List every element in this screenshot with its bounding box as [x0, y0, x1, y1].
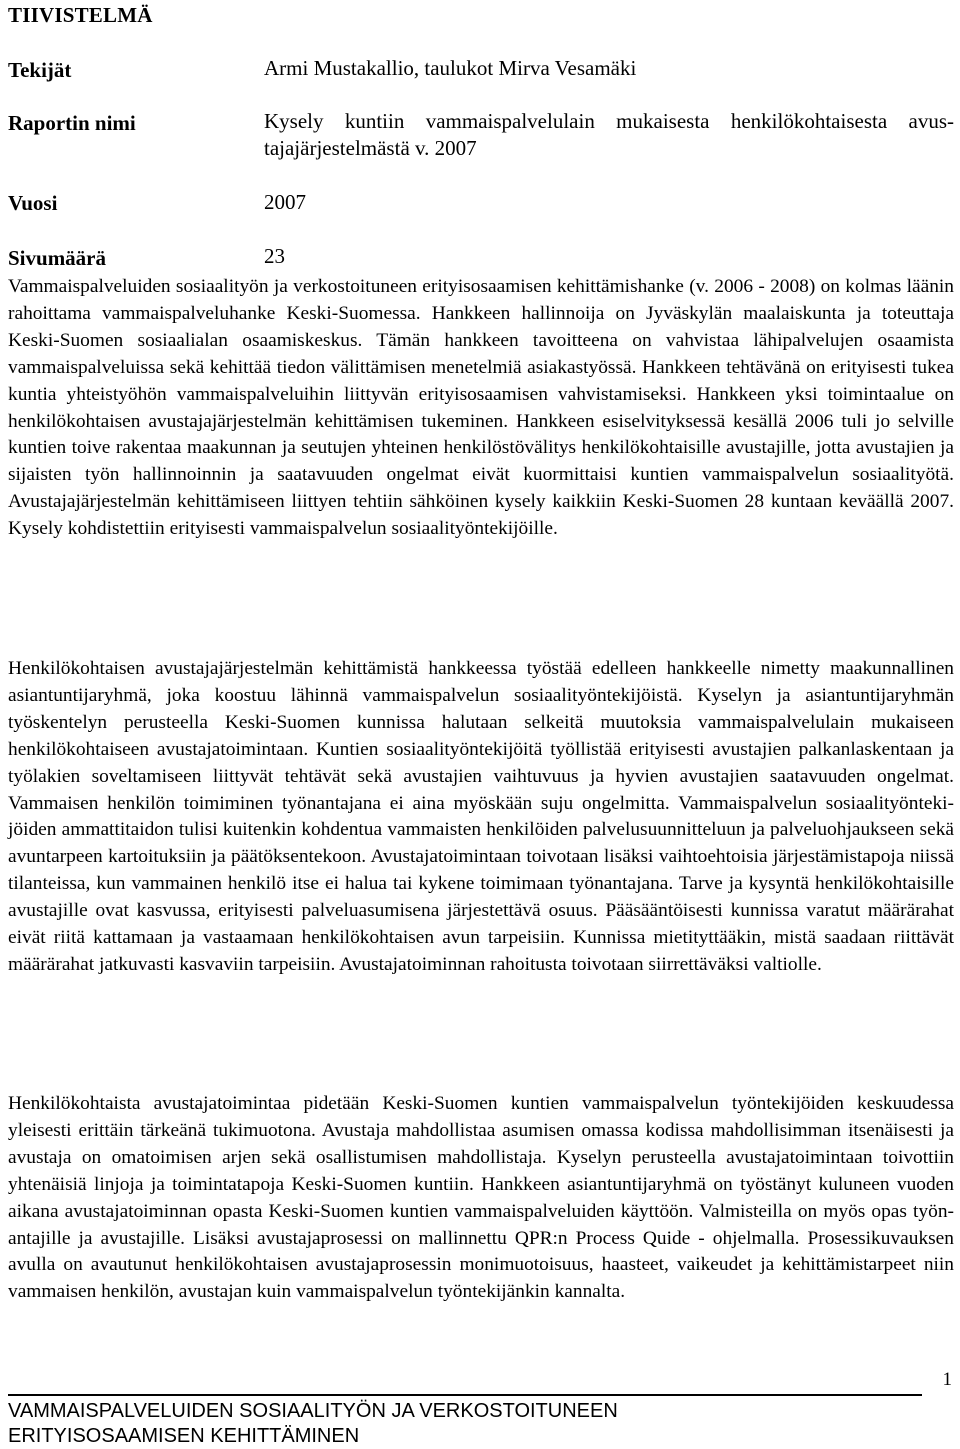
- page-heading: TIIVISTELMÄ: [8, 3, 153, 27]
- paragraph-2: Henkilökohtaisen avustajajärjestelmän kehittämistä hankkeessa työstää edelleen hankkeelle nimetty maakunnallinen asiantuntijaryhmä, joka koostuu lähinnä vammaispalvelun sosiaalityöntekijöistä. Kyselyn ja asiantuntijaryhmän työskentelyn perusteella Keski-Suomen kunnissa halutaan selkeitä muutoksia vammaispalvelulain mukaiseen henkilökohtaiseen avustajatoimintaan. Kuntien sosiaalityöntekijöitä työllistää erityisesti avustajien palkanlaskentaan ja työlakien soveltamiseen liittyvät tehtävät sekä avustajien vaihtuvuus ja hyvien avustajien saatavuuden ongelmat. Vammaisen henkilön toimiminen työnantajana ei aina myöskään suju ongelmitta. Vammaispalvelun sosiaalityöntekijöiden ammattitaidon tulisi kuitenkin kohdentua vammaisten henkilöiden palvelusuunnitteluun ja palveluohjaukseen sekä avuntarpeen kartoituksiin ja päätöksentekoon. Avustajatoimintaan toivotaan lisäksi vaihtoehtoisia järjestämistapoja niissä tilanteissa, kun vammainen henkilö itse ei halua tai kykene toimimaan työnantajana. Tarve ja kysyntä henkilökohtaisille avustajille ovat kasvussa, erityisesti palveluasumisena järjestettävä osuus. Pääsääntöisesti kunnissa varatut määrärahat eivät riitä kattamaan ja vastaamaan henkilökohtaisen avun tarpeisiin. Kunnissa mietityttääkin, mistä saadaan riittävät määrärahat jatkuvasti kasvaviin tarpeisiin. Avustajatoiminnan rahoitusta toivotaan siirrettäväksi valtiolle.: [8, 658, 954, 975]
- paragraph-3: Henkilökohtaista avustajatoimintaa pidetään Keski-Suomen kuntien vammaispalvelun työntekijöiden keskuudessa yleisesti erittäin tärkeänä tukimuotona. Avustaja mahdollistaa asumisen omassa kodissa mahdollisimman itsenäisesti ja avustaja on omatoimisen arjen sekä osallistumisen mahdollistaja. Kyselyn perusteella avustajatoimintaan toivottiin yhtenäisiä linjoja ja toimintatapoja Keski-Suomen kuntiin. Hankkeen asiantuntijaryhmä on työstänyt kuluneen vuoden aikana avustajatoiminnan opasta Keski-Suomen kuntien vammaispalveluiden käyttöön. Valmisteilla on myös opas työnantajille ja avustajille. Lisäksi avustajaprosessi on mallinnettu QPR:n Process Quide - ohjelmalla. Prosessikuvauksen avulla on avautunut henkilökohtaisen avustajaprosessin monimuotoisuus, haasteet, vaikeudet ja kehittämistarpeet niin vammaisen henkilön, avustajan kuin vammaispalvelun työntekijänkin kannalta.: [8, 1093, 954, 1303]
- report-name-label: Raportin nimi: [8, 111, 136, 135]
- document-page: [8, 0, 954, 1449]
- report-name-value: Kysely kuntiin vammaispalvelulain mukaisesta henkilökohtaisesta avus-tajajärjestelmästä v. 2007: [264, 109, 954, 160]
- year-value: 2007: [264, 190, 306, 214]
- footer-title-line-2: ERITYISOSAAMISEN KEHITTÄMINEN: [8, 1425, 360, 1447]
- footer-divider: [8, 1394, 922, 1396]
- authors-label: Tekijät: [8, 58, 72, 82]
- page-number: 1: [942, 1369, 952, 1390]
- footer-title: [8, 1399, 618, 1449]
- footer-title-line-1: VAMMAISPALVELUIDEN SOSIAALITYÖN JA VERKOSTOITUNEEN: [8, 1400, 618, 1422]
- year-label: Vuosi: [8, 191, 58, 215]
- paragraph-1: Vammaispalveluiden sosiaalityön ja verkostoituneen erityisosaamisen kehittämishanke (v. 2006 - 2008) on kolmas läänin rahoittama vammaispalveluhanke Keski-Suomessa. Hankkeen hallinnoija on Jyväskylän maalaiskunta ja toteuttaja Keski-Suomen sosiaalialan osaamiskeskus. Tämän hankkeen tavoitteena on vahvistaa lähipalvelujen osaamista vammaispalveluissa sekä kehittää tiedon välittämisen menetelmiä asiakastyössä. Hankkeen tehtävänä on erityisesti tukea kuntia yhteistyöhön vammaispalveluihin liittyvän erityisosaamisen vahvistamiseksi. Hankkeen yksi toimintaalue on henkilökohtaisen avustajajärjestelmän kehittämisen tukeminen. Hankkeen esiselvityksessä kesällä 2006 tuli jo selville kuntien toive rakentaa maakunnan ja seutujen yhteinen henkilöstövälitys henkilökohtaisille avustajille, jotta avustajien ja sijaisten työn hallinnoinnin ja saatavuuden ongelmat eivät kuormittaisi kuntien vammaispalvelun sosiaalityötä. Avustajajärjestelmän kehittämiseen liittyen tehtiin sähköinen kysely kaikkiin Keski-Suomen 28 kuntaan keväällä 2007. Kysely kohdistettiin erityisesti vammaispalvelun sosiaalityöntekijöille.: [8, 276, 954, 540]
- authors-value: Armi Mustakallio, taulukot Mirva Vesamäki: [264, 56, 637, 80]
- page-count-value: 23: [264, 244, 285, 268]
- page-count-label: Sivumäärä: [8, 246, 107, 270]
